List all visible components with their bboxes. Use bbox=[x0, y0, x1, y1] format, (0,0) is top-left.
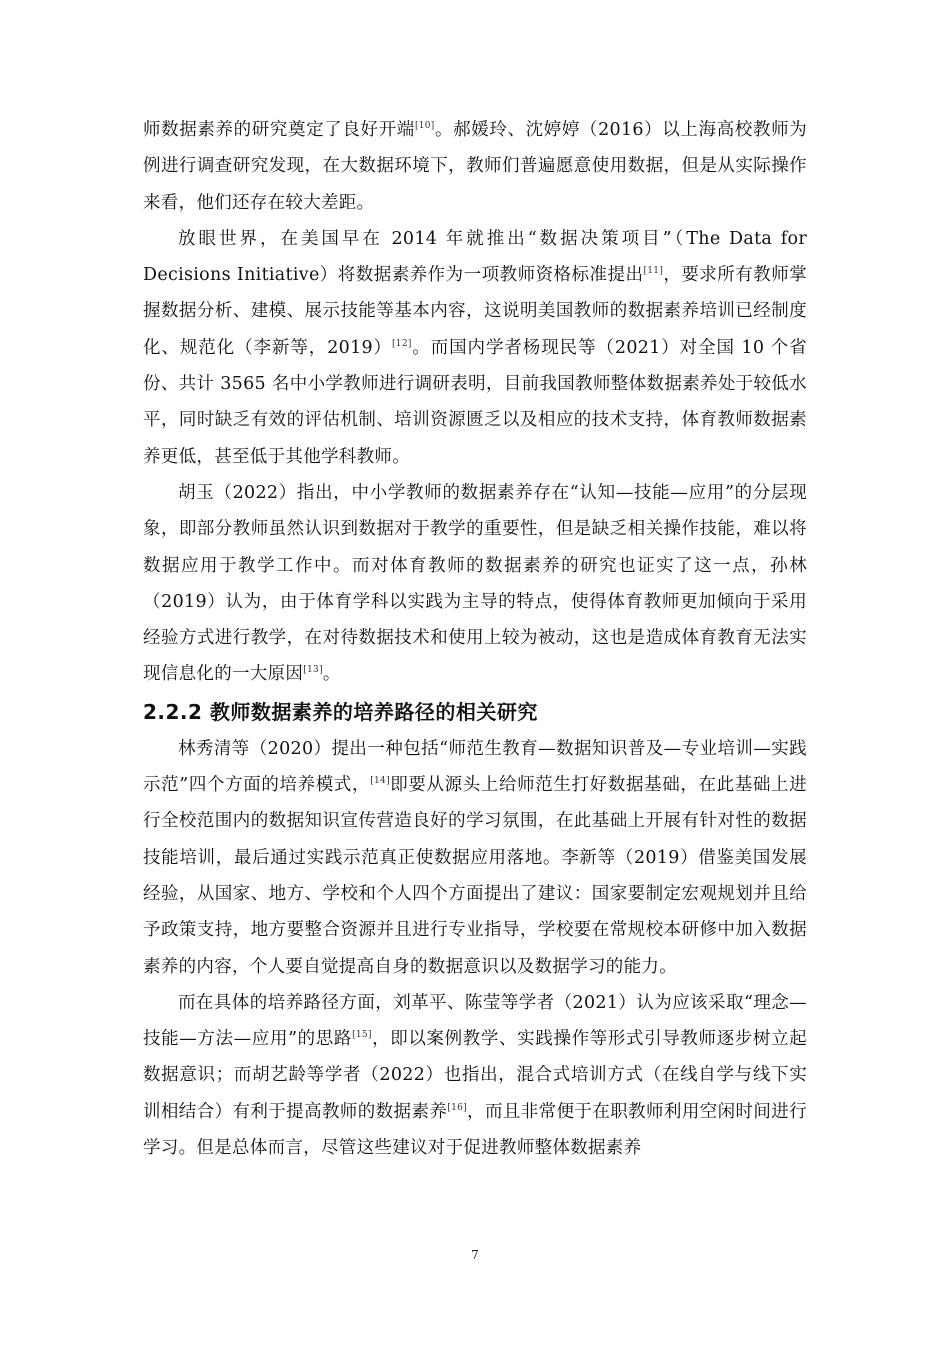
paragraph bbox=[143, 112, 807, 221]
paragraph-text: 林秀清等（2020）提出一种包括“师范生教育—数据知识普及—专业培训—实践示范”四个方面的培养模式， bbox=[143, 738, 807, 796]
citation-ref: [15] bbox=[352, 1030, 372, 1041]
paragraph bbox=[143, 221, 807, 475]
citation-ref: [16] bbox=[447, 1102, 467, 1113]
paragraph-text: ，即以案例教学、实践操作等形式引导教师逐步树立起数据意识；而胡艺龄等学者（2022）也指出，混合式培训方式（在线自学与线下实训相结合）有利于提高教师的数据素养 bbox=[143, 1029, 808, 1122]
citation-ref: [14] bbox=[370, 776, 390, 787]
paragraph-text: 放眼世界，在美国早在 2014 年就推出“数据决策项目”（The Data for Decisions Initiative）将数据素养作为一项教师资格标准提出 bbox=[143, 228, 807, 286]
citation-ref: [10] bbox=[414, 121, 435, 131]
body-text bbox=[143, 112, 807, 1166]
paragraph-text: 。郝媛玲、沈婷婷（2016）以上海高校教师为例进行调查研究发现，在大数据环境下，教师们普遍愿意使用数据，但是从实际操作来看，他们还存在较大差距。 bbox=[143, 120, 808, 213]
page-number: 7 bbox=[471, 1248, 479, 1262]
paragraph-text: 即要从源头上给师范生打好数据基础，在此基础上进行全校范围内的数据知识宣传营造良好的学习氛围，在此基础上开展有针对性的数据技能培训，最后通过实践示范真正使数据应用落地。李新等（2019）借鉴美国发展经验，从国家、地方、学校和个人四个方面提出了建议：国家要制定宏观规划并且给予政策支持，地方要整合资源并且进行专业指导，学校要在常规校本研修中加入数据素养的内容，个人要自觉提高自身的数据意识以及数据学习的能力。 bbox=[143, 775, 807, 977]
paragraph bbox=[143, 475, 807, 693]
citation-ref: [11] bbox=[643, 266, 664, 277]
paragraph bbox=[143, 985, 807, 1166]
paragraph-text: 。而国内学者杨现民等（2021）对全国 10 个省份、共计 3565 名中小学教师进行调研表明，目前我国教师整体数据素养处于较低水平，同时缺乏有效的评估机制、培训资源匮乏以及相应的技术支持，体育教师数据素养更低，甚至低于其他学科教师。 bbox=[143, 337, 807, 467]
paragraph-text: ，要求所有教师掌握数据分析、建模、展示技能等基本内容，这说明美国教师的数据素养培训已经制度化、规范化（李新等，2019） bbox=[143, 265, 808, 358]
paragraph-text: 师数据素养的研究奠定了良好开端 bbox=[143, 120, 415, 140]
paragraph bbox=[143, 731, 807, 985]
paragraph-text: 而在具体的培养路径方面，刘革平、陈莹等学者（2021）认为应该采取“理念—技能—方法—应用”的思路 bbox=[143, 992, 807, 1050]
citation-ref: [12] bbox=[391, 338, 412, 349]
paragraph-text: 。 bbox=[322, 664, 341, 685]
citation-ref: [13] bbox=[303, 665, 323, 676]
paragraph-text: 胡玉（2022）指出，中小学教师的数据素养存在“认知—技能—应用”的分层现象，即部分教师虽然认识到数据对于教学的重要性，但是缺乏相关操作技能，难以将数据应用于教学工作中。而对体育教师的数据素养的研究也证实了这一点，孙林（2019）认为，由于体育学科以实践为主导的特点，使得体育教师更加倾向于采用经验方式进行教学，在对待数据技术和使用上较为被动，这也是造成体育教育无法实现信息化的一大原因 bbox=[143, 482, 807, 685]
paragraph-text: ，而且非常便于在职教师利用空闲时间进行学习。但是总体而言，尽管这些建议对于促进教师整体数据素养 bbox=[143, 1101, 807, 1159]
section-heading: 2.2.2 教师数据素养的培养路径的相关研究 bbox=[143, 699, 538, 724]
